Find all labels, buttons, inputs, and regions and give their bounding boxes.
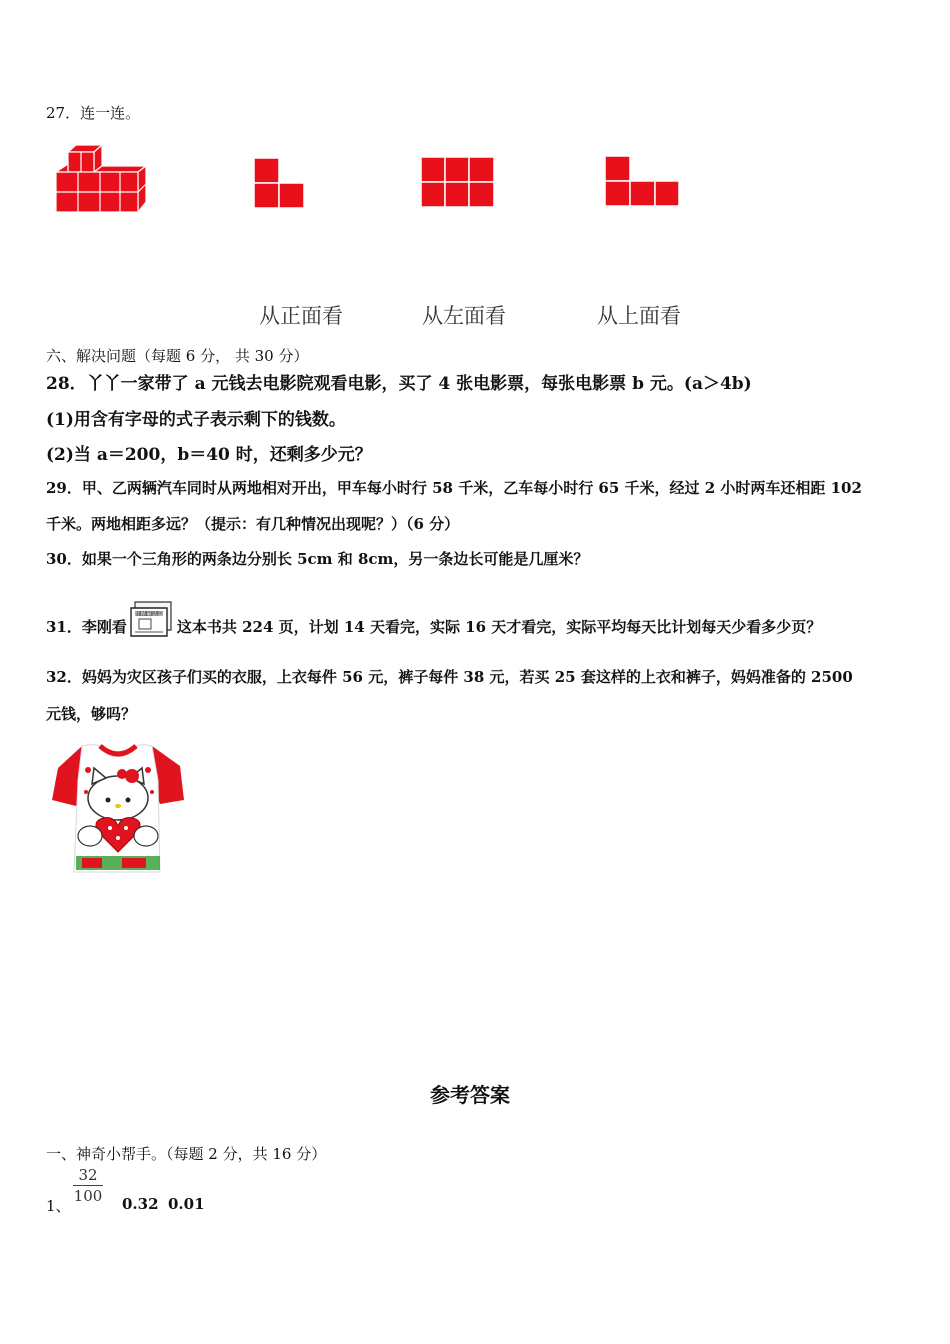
q31-line bbox=[46, 600, 821, 638]
view-label-left: 从左面看 bbox=[422, 304, 506, 328]
view-label-front: 从正面看 bbox=[259, 304, 343, 328]
view-label-top: 从上面看 bbox=[597, 304, 681, 328]
tshirt-image bbox=[52, 740, 186, 876]
book-image bbox=[129, 600, 175, 638]
q27-title: 27．连一连。 bbox=[46, 104, 141, 122]
answer1-label: 1、 bbox=[46, 1197, 71, 1215]
fraction-bar bbox=[73, 1185, 103, 1186]
answer1-fraction bbox=[73, 1166, 103, 1205]
answer1-value3: 0.01 bbox=[168, 1195, 205, 1213]
q32-line2: 元钱，够吗？ bbox=[46, 705, 137, 723]
q31-prefix: 31．李刚看 bbox=[46, 618, 127, 636]
view-shape-long-l bbox=[604, 155, 680, 207]
cube-stack-figure bbox=[52, 142, 152, 218]
fraction-denominator: 100 bbox=[73, 1187, 103, 1205]
view-shape-grid bbox=[420, 156, 495, 208]
answers-title: 参考答案 bbox=[430, 1083, 510, 1107]
q28-line2: (1)用含有字母的式子表示剩下的钱数。 bbox=[46, 410, 346, 430]
answers-section1: 一、神奇小帮手。（每题 2 分，共 16 分） bbox=[46, 1145, 327, 1163]
q29-line2: 千米。两地相距多远？（提示：有几种情况出现呢？）（6 分） bbox=[46, 515, 460, 533]
section6-heading: 六、解决问题（每题 6 分， 共 30 分） bbox=[46, 347, 309, 365]
q28-line3: (2)当 a＝200，b＝40 时，还剩多少元？ bbox=[46, 445, 372, 465]
q32-line1: 32．妈妈为灾区孩子们买的衣服，上衣每件 56 元，裤子每件 38 元，若买 25 套这样的上衣和裤子，妈妈准备的 2500 bbox=[46, 668, 853, 686]
view-shape-l bbox=[253, 157, 305, 209]
q30-line1: 30．如果一个三角形的两条边分别长 5cm 和 8cm，另一条边长可能是几厘米？ bbox=[46, 550, 589, 568]
answer1-value2: 0.32 bbox=[122, 1195, 159, 1213]
book-title: 世界童话篇 bbox=[133, 611, 164, 618]
fraction-numerator: 32 bbox=[78, 1166, 98, 1184]
q31-suffix: 这本书共 224 页，计划 14 天看完，实际 16 天才看完，实际平均每天比计划每天少看多少页？ bbox=[176, 618, 822, 636]
q28-line1: 28．丫丫一家带了 a 元钱去电影院观看电影，买了 4 张电影票，每张电影票 b 元。(a＞4b) bbox=[46, 374, 752, 394]
q29-line1: 29．甲、乙两辆汽车同时从两地相对开出，甲车每小时行 58 千米，乙车每小时行 65 千米，经过 2 小时两车还相距 102 bbox=[46, 479, 862, 497]
book-icon bbox=[129, 600, 175, 638]
